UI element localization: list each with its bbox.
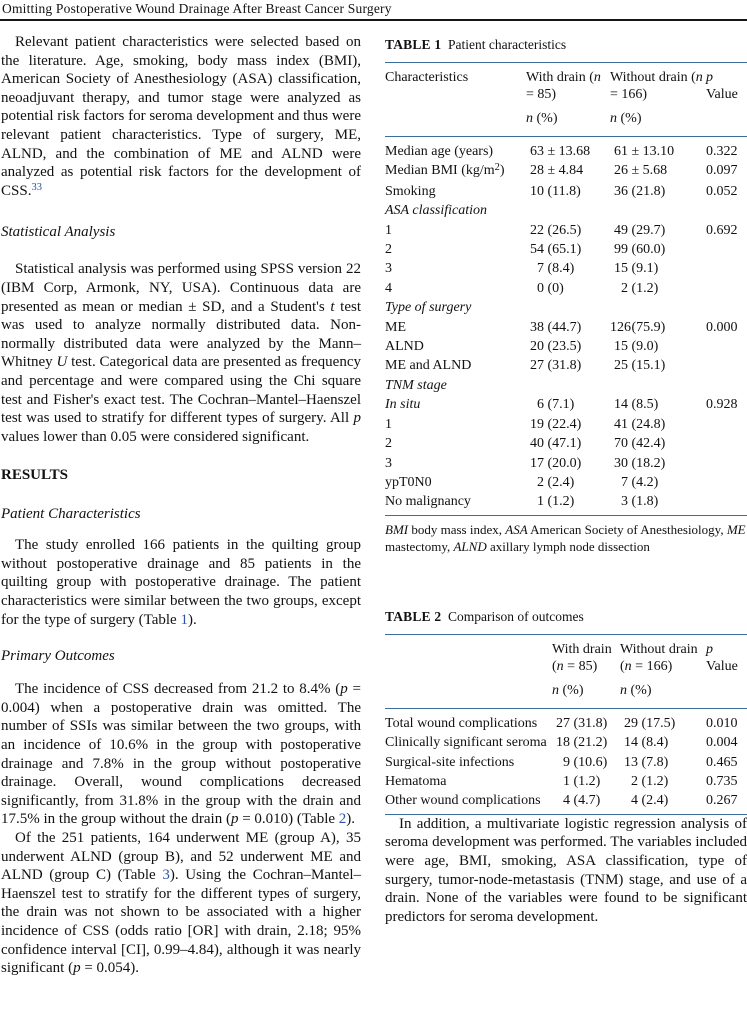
cell-value: 4 (2.4) bbox=[631, 793, 669, 809]
header-rule bbox=[0, 19, 747, 21]
table-row bbox=[385, 772, 747, 791]
p-value-cell: 0.322 bbox=[706, 144, 738, 159]
right-column bbox=[385, 33, 747, 926]
cell-value: 61 ± 13.10 bbox=[614, 144, 675, 159]
row-label: No malignancy bbox=[385, 494, 471, 510]
table-row bbox=[385, 201, 747, 220]
paragraph: The incidence of CSS decreased from 21.2 to 8.4% (p = 0.004) when a postoperative drain was omitted. The number of SSIs was similar between the two groups, with an incidence of 10.6% in the group with postoperative drainage and 7.8% in the group without postoperative drainage. Overall, wound complications decreased significantly, from 31.8% in the group with the drain and 17.5% in the group without the drain (p = 0.010) (Table 2). bbox=[1, 681, 361, 828]
row-label: Type of surgery bbox=[385, 300, 472, 316]
p-value-cell bbox=[706, 473, 747, 492]
table-1-caption-label: TABLE 1 bbox=[385, 37, 442, 52]
cell-value: 10 (11.8) bbox=[530, 183, 581, 199]
table-row bbox=[385, 298, 747, 317]
table-row bbox=[385, 492, 747, 515]
column-header: With drain (n = 85) n (%) bbox=[526, 63, 610, 137]
p-value-cell bbox=[706, 454, 747, 473]
row-label: ALND bbox=[385, 339, 424, 355]
row-label: Smoking bbox=[385, 183, 436, 199]
cross-ref-link[interactable]: 33 bbox=[31, 182, 42, 194]
column-header: p Value bbox=[706, 63, 747, 137]
table-row bbox=[385, 791, 747, 814]
cell-value: 17 (20.0) bbox=[530, 455, 582, 471]
p-value-cell: 0.465 bbox=[706, 754, 738, 770]
row-label: Total wound complications bbox=[385, 715, 538, 731]
cell-value: 36 (21.8) bbox=[614, 183, 666, 199]
cell-value: 2 (2.4) bbox=[537, 474, 575, 490]
table-row bbox=[385, 182, 747, 201]
row-label: Median age (years) bbox=[385, 144, 494, 159]
row-label: ME and ALND bbox=[385, 358, 472, 374]
cell-value: 13 (7.8) bbox=[624, 754, 669, 770]
cell-value: 15 (9.1) bbox=[614, 261, 659, 277]
p-value-cell bbox=[706, 240, 747, 259]
row-label: 3 bbox=[385, 261, 392, 277]
column-header: p Value bbox=[706, 634, 747, 708]
p-value-cell: 0.735 bbox=[706, 773, 738, 789]
row-label: Clinically significant seroma bbox=[385, 735, 547, 751]
row-label: Hematoma bbox=[385, 773, 447, 789]
table-1 bbox=[385, 62, 747, 516]
p-value-cell: 0.004 bbox=[706, 735, 738, 751]
column-header: With drain (n = 85) n (%) bbox=[552, 634, 620, 708]
paragraph: The study enrolled 166 patients in the quilting group without postoperative drainage and 85 patients in the quilting group with postoperative drainage. The patient characteristics were similar between the two groups, except for the type of surgery (Table 1). bbox=[1, 537, 361, 628]
cell-value: 14 (8.4) bbox=[624, 735, 669, 751]
row-label: 3 bbox=[385, 455, 392, 471]
cell-value: 70 (42.4) bbox=[614, 436, 666, 452]
table-header-row bbox=[385, 63, 747, 137]
cell-value: 40 (47.1) bbox=[530, 436, 582, 452]
cell-value: 1 (1.2) bbox=[537, 494, 575, 510]
section-heading-primary-outcomes: Primary Outcomes bbox=[1, 648, 115, 665]
cell-value: 126 (75.9) bbox=[610, 319, 666, 335]
row-label: ypT0N0 bbox=[385, 474, 432, 490]
section-heading-patient-characteristics: Patient Characteristics bbox=[1, 506, 141, 523]
table-2-caption bbox=[385, 609, 747, 625]
column-header: Characteristics bbox=[385, 63, 526, 137]
p-value-cell bbox=[706, 337, 747, 356]
cell-value: 3 (1.8) bbox=[621, 494, 659, 510]
table-row bbox=[385, 376, 747, 395]
cell-value: 38 (44.7) bbox=[530, 319, 582, 335]
cell-value: 20 (23.5) bbox=[530, 339, 582, 355]
paragraph: Of the 251 patients, 164 underwent ME (group A), 35 underwent ALND (group B), and 52 underwent ME and ALND (group C) (Table 3). Using the Cochran–Mantel–Haenszel test to stratify for the different types of surgery, the drain was not shown to be associated with a higher incidence of CSS (odds ratio [OR] with drain, 2.18; 95% confidence interval [CI], 0.99–4.84), although it was nearly significant (p = 0.054). bbox=[1, 830, 361, 977]
cell-value: 19 (22.4) bbox=[530, 416, 582, 432]
cross-ref-link[interactable]: 3 bbox=[162, 867, 170, 884]
p-value-cell bbox=[706, 415, 747, 434]
p-value-cell: 0.097 bbox=[706, 163, 738, 179]
table-row bbox=[385, 708, 747, 733]
row-label: Surgical-site infections bbox=[385, 754, 515, 770]
cell-value: 25 (15.1) bbox=[614, 358, 666, 374]
table-1-footnote: BMI body mass index, ASA American Society of Anesthesiology, ME mastectomy, ALND axillary lymph node dissection bbox=[385, 521, 746, 554]
table-row bbox=[385, 733, 747, 752]
cross-ref-link[interactable]: 2 bbox=[338, 811, 347, 828]
cell-value: 29 (17.5) bbox=[624, 715, 676, 731]
table-1-caption bbox=[385, 37, 747, 53]
table-row bbox=[385, 434, 747, 453]
row-label: 1 bbox=[385, 222, 392, 238]
table-1-caption-text: Patient characteristics bbox=[448, 37, 567, 52]
table-2-caption-text: Comparison of outcomes bbox=[448, 608, 584, 624]
p-value-cell bbox=[706, 434, 747, 453]
paragraph: Statistical analysis was performed using SPSS version 22 (IBM Corp, Armonk, NY, USA). Continuous data are presented as mean or median ± SD, and a Student's t test was used to analyze normally distributed data. Non-normally distributed data were analyzed by the Mann–Whitney U test. Categorical data are presented as frequency and percentage and were compared using the Chi square test and Fisher's exact test. The Cochran–Mantel–Haenszel test was used to stratify for different types of surgery. All p values lower than 0.05 were considered significant. bbox=[1, 261, 361, 445]
row-label: 2 bbox=[385, 436, 392, 452]
p-value-cell: 0.000 bbox=[706, 319, 738, 335]
table-row bbox=[385, 395, 747, 414]
cell-value: 28 ± 4.84 bbox=[530, 163, 584, 179]
paragraph: Relevant patient characteristics were selected based on the literature. Age, smoking, body mass index (BMI), American Society of Anesthesiology (ASA) classification, neoadjuvant therapy, and tumor stage were analyzed as potential risk factors for seroma development and thus were relevant patient characteristics. Type of surgery, ME, ALND, and the combination of ME and ALND were analyzed as potential risk factors for the development of CSS.$^{33}$ bbox=[1, 34, 361, 199]
cell-value: 26 ± 5.68 bbox=[614, 163, 668, 179]
cell-value: 54 (65.1) bbox=[530, 242, 582, 258]
table-row bbox=[385, 137, 747, 162]
table-row bbox=[385, 337, 747, 356]
cell-value: 15 (9.0) bbox=[614, 339, 659, 355]
p-value-cell bbox=[706, 356, 747, 375]
row-label: TNM stage bbox=[385, 377, 447, 393]
cell-value: 14 (8.5) bbox=[614, 397, 659, 413]
p-value-cell: 0.692 bbox=[706, 222, 738, 238]
cell-value: 99 (60.0) bbox=[614, 242, 666, 258]
row-label: Other wound complications bbox=[385, 793, 541, 809]
table-row bbox=[385, 454, 747, 473]
p-value-cell bbox=[706, 492, 747, 515]
paragraph: In addition, a multivariate logistic regression analysis of seroma development was performed. The variables included were age, BMI, smoking, ASA classification, type of surgery, tumor-node-metastasis (TNM) stage, and use of a drain. None of the variables were found to be significant predictors for seroma development. bbox=[385, 815, 747, 925]
table-row bbox=[385, 473, 747, 492]
table-row bbox=[385, 240, 747, 259]
table-row bbox=[385, 356, 747, 375]
table-row bbox=[385, 415, 747, 434]
p-value-cell bbox=[706, 259, 747, 278]
cell-value: 0 (0) bbox=[537, 280, 564, 296]
p-value-cell: 0.052 bbox=[706, 183, 738, 199]
left-column bbox=[1, 33, 361, 978]
table-row bbox=[385, 259, 747, 278]
cell-value: 2 (1.2) bbox=[631, 773, 669, 789]
row-label: 4 bbox=[385, 280, 392, 296]
running-head: Omitting Postoperative Wound Drainage After Breast Cancer Surgery bbox=[2, 1, 392, 16]
column-header: Without drain (n = 166) n (%) bbox=[620, 634, 706, 708]
cell-value: 7 (4.2) bbox=[621, 474, 659, 490]
cell-value: 6 (7.1) bbox=[537, 397, 575, 413]
cell-value: 18 (21.2) bbox=[556, 735, 608, 751]
section-heading-statistical-analysis: Statistical Analysis bbox=[1, 224, 116, 241]
p-value-cell: 0.928 bbox=[706, 397, 738, 413]
table-row bbox=[385, 279, 747, 298]
table-2-caption-label: TABLE 2 bbox=[385, 608, 442, 624]
cell-value: 7 (8.4) bbox=[537, 261, 575, 277]
cell-value: 1 (1.2) bbox=[563, 773, 601, 789]
column-header: Without drain (n = 166) n (%) bbox=[610, 63, 706, 137]
table-header-row bbox=[385, 634, 747, 708]
cell-value: 2 (1.2) bbox=[621, 280, 659, 296]
table-row bbox=[385, 318, 747, 337]
cell-value: 27 (31.8) bbox=[530, 358, 582, 374]
table-row bbox=[385, 221, 747, 240]
column-header bbox=[385, 634, 552, 708]
cell-value: 63 ± 13.68 bbox=[530, 144, 591, 159]
p-value-cell: 0.267 bbox=[706, 793, 738, 809]
row-label: 2 bbox=[385, 242, 392, 258]
table-row bbox=[385, 753, 747, 772]
cell-value: 49 (29.7) bbox=[614, 222, 666, 238]
table-2 bbox=[385, 634, 747, 815]
cross-ref-link[interactable]: 1 bbox=[180, 611, 188, 628]
row-label: 1 bbox=[385, 416, 392, 432]
row-label: ASA classification bbox=[385, 203, 488, 219]
row-label: Median BMI $(kg/m^2)$ bbox=[385, 161, 505, 179]
cell-value: 41 (24.8) bbox=[614, 416, 666, 432]
cell-value: 4 (4.7) bbox=[563, 793, 601, 809]
row-label: ME bbox=[385, 319, 406, 335]
cell-value: 9 (10.6) bbox=[563, 754, 608, 770]
row-label: In situ bbox=[385, 397, 421, 413]
cell-value: 27 (31.8) bbox=[556, 715, 608, 731]
section-heading-results: RESULTS bbox=[1, 467, 68, 484]
p-value-cell: 0.010 bbox=[706, 715, 738, 731]
cell-value: 30 (18.2) bbox=[614, 455, 666, 471]
cell-value: 22 (26.5) bbox=[530, 222, 582, 238]
p-value-cell bbox=[706, 279, 747, 298]
table-row bbox=[385, 161, 747, 181]
